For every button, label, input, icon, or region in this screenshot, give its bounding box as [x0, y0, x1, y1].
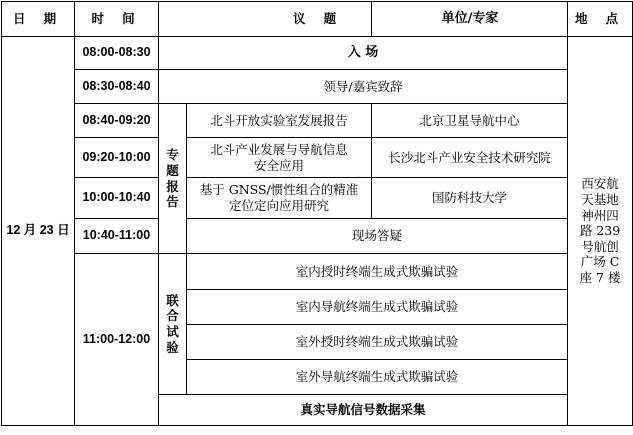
time-cell: 08:00-08:30 — [75, 37, 159, 70]
topic-cell: 北斗产业发展与导航信息 安全应用 — [187, 138, 372, 178]
header-topic: 议 题 — [159, 2, 568, 37]
time-cell: 10:40-11:00 — [75, 219, 159, 254]
schedule-table — [1, 1, 633, 426]
table-row — [2, 138, 633, 178]
joint-test-item: 室外导航终端生成式欺骗试验 — [187, 360, 568, 395]
location-line: 天基地 — [581, 191, 619, 207]
table-row — [2, 178, 633, 219]
location-cell — [568, 37, 633, 426]
header-unit: 单位/专家 — [371, 1, 568, 36]
location-line: 神州四 — [581, 207, 619, 223]
location-line: 号航创 — [581, 238, 619, 254]
table-row — [2, 70, 633, 104]
joint-test-item: 室外授时终端生成式欺骗试验 — [187, 325, 568, 360]
group-label-joint-test: 联 合 试 验 — [159, 254, 187, 395]
table-row — [2, 37, 633, 70]
topic-cell: 现场答疑 — [187, 219, 568, 254]
location-line: 广场 C — [580, 254, 620, 270]
topic-cell: 基于 GNSS/惯性组合的精准 定位定向应用研究 — [187, 178, 372, 219]
topic-cell: 北斗开放实验室发展报告 — [187, 104, 372, 138]
table-row — [2, 104, 633, 138]
location-line: 路 239 — [579, 223, 621, 239]
unit-cell: 长沙北斗产业安全技术研究院 — [372, 138, 568, 178]
joint-test-item: 室内导航终端生成式欺骗试验 — [187, 290, 568, 325]
table-row — [2, 254, 633, 290]
group-label-special-report: 专 题 报 告 — [159, 104, 187, 254]
header-time: 时 间 — [75, 2, 159, 37]
time-cell: 08:30-08:40 — [75, 70, 159, 104]
header-place: 地 点 — [568, 2, 633, 37]
time-cell: 11:00-12:00 — [75, 254, 159, 426]
unit-cell: 北京卫星导航中心 — [372, 104, 568, 138]
topic-cell: 入 场 — [159, 37, 568, 70]
time-cell: 10:00-10:40 — [75, 178, 159, 219]
location-line: 西安航 — [581, 176, 619, 192]
date-cell: 12 月 23 日 — [2, 37, 75, 426]
final-item-cell: 真实导航信号数据采集 — [159, 395, 568, 426]
joint-test-item: 室内授时终端生成式欺骗试验 — [187, 254, 568, 290]
header-date: 日 期 — [2, 2, 75, 37]
time-cell: 09:20-10:00 — [75, 138, 159, 178]
table-row — [2, 219, 633, 254]
location-line: 座 7 楼 — [579, 270, 621, 286]
time-cell: 08:40-09:20 — [75, 104, 159, 138]
topic-cell: 领导/嘉宾致辞 — [159, 70, 568, 104]
unit-cell: 国防科技大学 — [372, 178, 568, 219]
